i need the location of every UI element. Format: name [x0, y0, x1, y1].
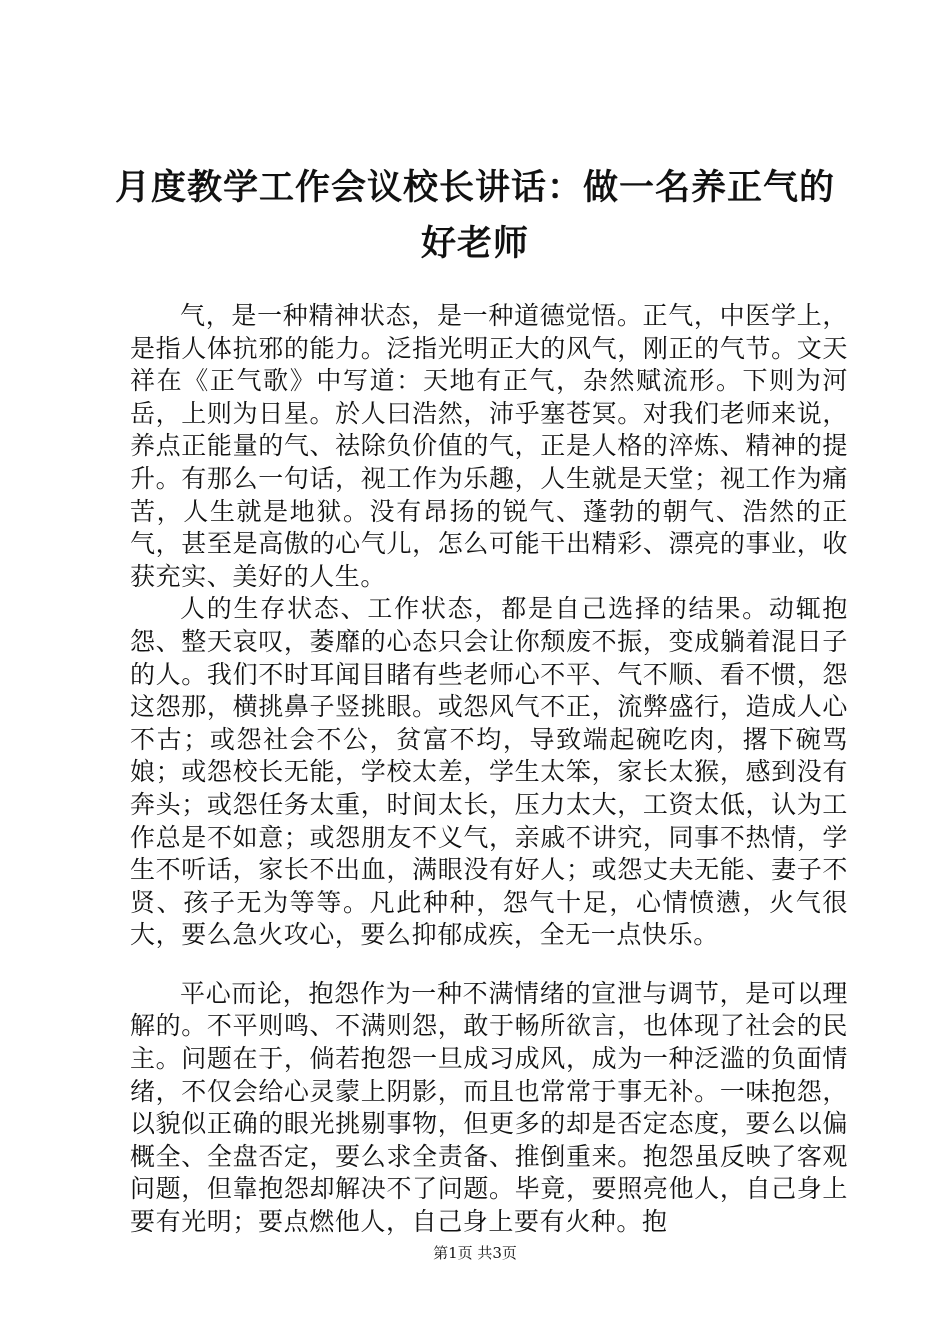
paragraph-1: 气，是一种精神状态，是一种道德觉悟。正气，中医学上，是指人体抗邪的能力。泛指光明正大的风气，刚正的气节。文天祥在《正气歌》中写道：天地有正气，杂然赋流形。下则为河岳，上则为日星。於人曰浩然，沛乎塞苍冥。对我们老师来说，养点正能量的气、祛除负价值的气，正是人格的淬炼、精神的提升。有那么一句话，视工作为乐趣，人生就是天堂；视工作为痛苦，人生就是地狱。没有昂扬的锐气、蓬勃的朝气、浩然的正气，甚至是高傲的心气儿，怎么可能干出精彩、漂亮的事业，收获充实、美好的人生。: [130, 301, 848, 591]
page-footer: 第1页 共3页: [433, 1244, 517, 1262]
document-body: [130, 300, 848, 1239]
paragraph-3: 平心而论，抱怨作为一种不满情绪的宣泄与调节，是可以理解的。不平则鸣、不满则怨，敢于畅所欲言，也体现了社会的民主。问题在于，倘若抱怨一旦成习成风，成为一种泛滥的负面情绪，不仅会给心灵蒙上阴影，而且也常常于事无补。一味抱怨，以貌似正确的眼光挑剔事物，但更多的却是否定态度，要么以偏概全、全盘否定，要么求全责备、推倒重来。抱怨虽反映了客观问题，但靠抱怨却解决不了问题。毕竟，要照亮他人，自己身上要有光明；要点燃他人，自己身上要有火种。抱: [130, 978, 848, 1237]
document-title: 月度教学工作会议校长讲话：做一名养正气的好老师: [114, 167, 835, 264]
paragraph-2: 人的生存状态、工作状态，都是自己选择的结果。动辄抱怨、整天哀叹，萎靡的心态只会让你颓废不振，变成躺着混日子的人。我们不时耳闻目睹有些老师心不平、气不顺、看不惯，怨这怨那，横挑鼻子竖挑眼。或怨风气不正，流弊盛行，造成人心不古；或怨社会不公，贫富不均，导致端起碗吃肉，撂下碗骂娘；或怨校长无能，学校太差，学生太笨，家长太猴，感到没有奔头；或怨任务太重，时间太长，压力太大，工资太低，认为工作总是不如意；或怨朋友不义气，亲戚不讲究，同事不热情，学生不听话，家长不出血，满眼没有好人；或怨丈夫无能、妻子不贤、孩子无为等等。凡此种种，怨气十足，心情愤懑，火气很大，要么急火攻心，要么抑郁成疾，全无一点快乐。: [130, 594, 848, 950]
